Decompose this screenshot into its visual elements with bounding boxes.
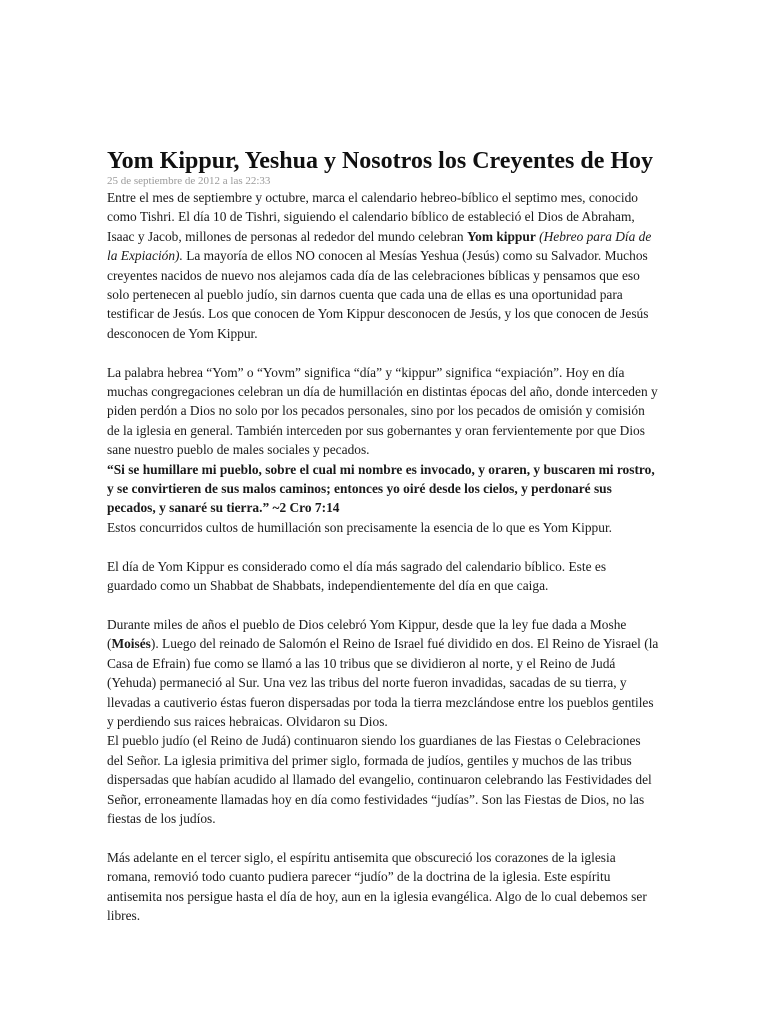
spacer [107,828,659,847]
spacer [107,537,659,556]
spacer [107,343,659,362]
paragraph-intro [107,188,659,343]
article-date: 25 de septiembre de 2012 a las 22:33 [107,175,271,187]
intro-bold-term: Yom kippur [466,228,536,244]
history-bold-moises: Moisés [111,636,151,652]
scripture-quote [107,460,659,518]
intro-italic-note: (Hebreo para Día de la Expiación). [107,228,652,264]
history-text-a: Durante miles de años el pueblo de Dios celebró Yom Kippur, desde que la ley fue dada a Moshe ( [107,616,627,652]
intro-text-e: La mayoría de ellos NO conocen al Mesías Yeshua (Jesús) como su Salvador. Muchos creyentes nacidos de nuevo nos alejamos cada día de las celebraciones bíblicas y pensamos que eso solo pertenecen al pueblo judío, sin darnos cuenta que cada una de ellas es una oportunidad para testificar de Jesús. Los que conocen de Yom Kippur desconocen de Jesús, y los que conocen de Jesús desconocen de Yom Kippur. [107,248,649,341]
scripture-quote-text: “Si se humillare mi pueblo, sobre el cual mi nombre es invocado, y oraren, y buscaren mi rostro, y se convirtieren de sus malos caminos; entonces yo oiré desde los cielos, y perdonaré sus pecados, y sanaré su tierra.” ~2 Cro 7:14 [107,461,655,516]
spacer [107,596,659,615]
history-text-c: ). Luego del reinado de Salomón el Reino de Israel fué dividido en dos. El Reino de Yisrael (la Casa de Efrain) fue como se llamó a las 10 tribus que se dividieron al norte, y el Reino de Judá (Yehuda) permaneció al Sur. Una vez las tribus del norte fueron invadidas, sacadas de su tierra, y llevadas a cautiverio éstas fueron dispersadas por toda la tierra mezclándose entre los pueblos gentiles y perdiendo sus raices hebraicas. Olvidaron su Dios. [107,636,659,729]
paragraph-essence: Estos concurridos cultos de humillación son precisamente la esencia de lo que es Yom Kippur. [107,519,613,535]
article [107,146,659,925]
paragraph-antisemitism: Más adelante en el tercer siglo, el espíritu antisemita que obscureció los corazones de la iglesia romana, removió todo cuanto pudiera parecer “judío” de la doctrina de la iglesia. Este espíritu antisemita nos persigue hasta el día de hoy, aun en la iglesia evangélica. Algo de lo cual debemos ser libres. [107,849,647,923]
intro-text-a: Entre el mes de septiembre y octubre, marca el calendario hebreo-bíblico el septimo mes, conocido como Tishri. El día 10 de Tishri, siguiendo el calendario bíblico de estableció el Dios de Abraham, Isaac y Jacob, millones de personas al rededor del mundo celebran [107,190,638,244]
paragraph-meaning: La palabra hebrea “Yom” o “Yovm” significa “día” y “kippur” significa “expiación”. Hoy en día muchas congregaciones celebran un día de humillación en distintas épocas del año, donde interceden y piden perdón a Dios no solo por los pecados personales, sino por los pecados de omisión y comisión de la iglesia en general. También interceden por sus gobernantes y oran fervientemente por que Dios sane nuestro pueblo de males sociales y pecados. [107,364,658,458]
paragraph-guardians: El pueblo judío (el Reino de Judá) continuaron siendo los guardianes de las Fiestas o Celebraciones del Señor. La iglesia primitiva del primer siglo, formada de judíos, gentiles y muchos de las tribus dispersadas que habían acudido al llamado del evangelio, continuaron celebrando las Festividades del Señor, erroneamente llamadas hoy en día como festividades “judías”. Son las Fiestas de Dios, no las fiestas de los judíos. [107,733,652,826]
paragraph-sacred-day: El día de Yom Kippur es considerado como el día más sagrado del calendario bíblico. Este es guardado como un Shabbat de Shabbats, independientemente del día en que caiga. [107,558,607,594]
paragraph-history [107,615,659,731]
article-title: Yom Kippur, Yeshua y Nosotros los Creyentes de Hoy [107,148,654,174]
